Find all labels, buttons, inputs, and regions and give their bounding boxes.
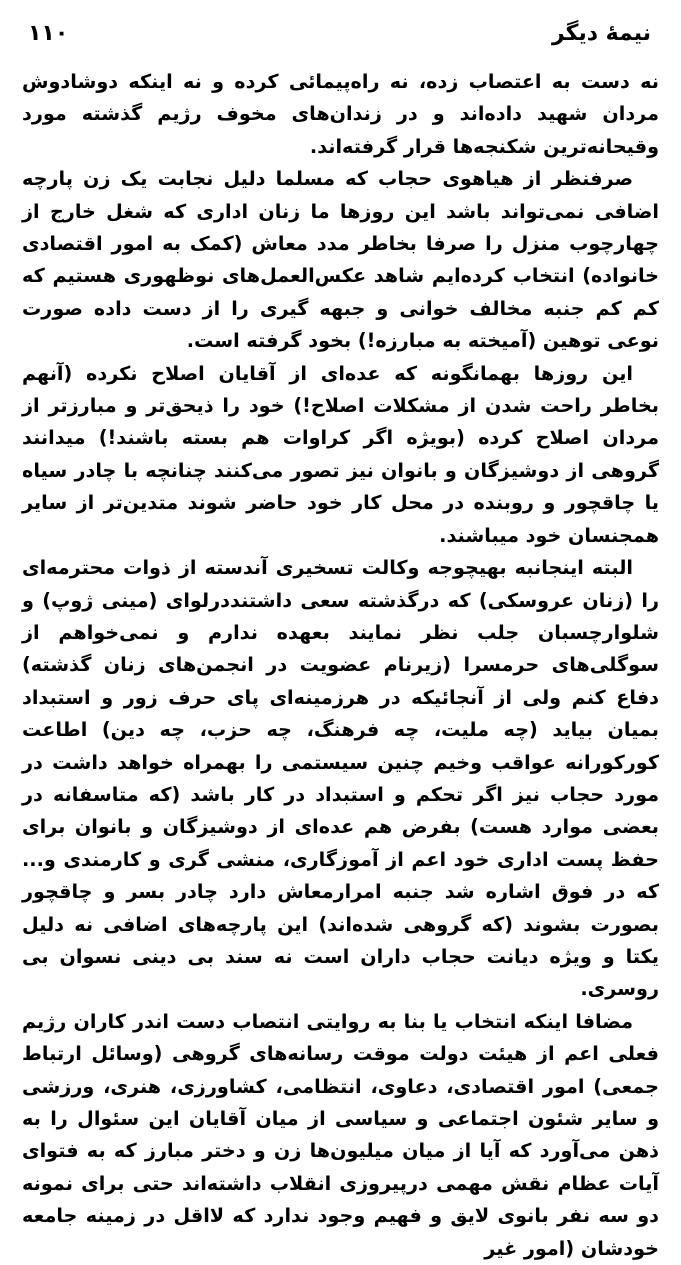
running-title: نیمهٔ دیگر (551, 21, 651, 46)
paragraph-2: صرفنظر از هیاهوی حجاب که مسلما دلیل نجابت یک زن پارچه اضافی نمی‌تواند باشد این روزها ما زنان اداری که شغل خارج از چهارچوب منزل را صرفا بخاطر مدد معاش (کمک به امور اقتصادی خانواده) انتخاب کرده‌ایم شاهد عکس‌العمل‌های نوظهوری هستیم که کم کم جنبه مخالف خوانی و جبهه گیری را از دست داده صورت نوعی توهین (آمیخته به مبارزه!) بخود گرفته است. (22, 167, 659, 353)
paragraph-5: مضافا اینکه انتخاب یا بنا به روایتی انتصاب دست اندر کاران رژیم فعلی اعم از هیئت دولت موقت رسانه‌های گروهی (وسائل ارتباط جمعی) امور اقتصادی، دعاوی، انتظامی، کشاورزی، هنری، ورزشی و سایر شئون اجتماعی و سیاسی از میان آقایان این سئوال را به ذهن می‌آورد که آیا از میان میلیون‌ها زن و دختر مبارز که به فتوای آیات عظام نقش مهمی درپیروزی انقلاب داشته‌اند حتی برای نمونه دو سه نفر بانوی لایق و فهیم وجود ندارد که لااقل در زمینه جامعه خودشان (امور غیر (22, 1009, 659, 1260)
page-header (22, 18, 659, 54)
page-number: ۱۱۰ (28, 21, 69, 46)
body-text (22, 66, 659, 1265)
paragraph-3: این روزها بهمانگونه که عده‌ای از آقایان اصلاح نکرده (آنهم بخاطر راحت شدن از مشکلات اصلاح!) خود را ذیحق‌تر و مبارزتر از مردان اصلاح کرده (بویژه اگر کراوات هم بسته باشند!) میدانند گروهی از دوشیزگان و بانوان نیز تصور می‌کنند چنانچه با چادر سیاه یا چاقچور و روبنده در محل کار خود حاضر شوند متدین‌تر از سایر همجنسان خود میباشند. (22, 361, 659, 547)
paragraph-1: نه دست به اعتصاب زده، نه راه‌پیمائی کرده و نه اینکه دوشادوش مردان شهید داده‌اند و در زندان‌های مخوف رژیم گذشته مورد وقیحانه‌ترین شکنجه‌ها قرار گرفته‌اند. (22, 70, 659, 158)
paragraph-4: البته اینجانبه بهیچوجه وکالت تسخیری آندسته از ذوات محترمه‌ای را (زنان عروسکی) که درگذشته سعی داشتنددرلوای (مینی ژوپ) و شلوارچسبان جلب نظر نمایند بعهده ندارم و نمی‌خواهم از سوگلی‌های حرمسرا (زیرنام عضویت در انجمن‌های زنان گذشته) دفاع کنم ولی از آنجائیکه در هرزمینه‌ای پای حرف زور و استبداد بمیان بیاید (چه ملیت، چه فرهنگ، چه حزب، چه دین) اطاعت کورکورانه عواقب وخیم چنین سیستمی را بهمراه خواهد داشت در مورد حجاب نیز اگر تحکم و استبداد در کار باشد (که متاسفانه در بعضی موارد هست) بفرض هم عده‌ای از دوشیزگان و بانوان برای حفظ پست اداری خود اعم از آموزگاری، منشی گری و کارمندی و... که در فوق اشاره شد جنبه امرارمعاش دارد چادر بسر و چاقچور بصورت بشوند (که گروهی شده‌اند) این پارچه‌های اضافی نه دلیل یکتا و ویژه دیانت حجاب داران است نه سند بی دینی نسوان بی روسری. (22, 556, 659, 1001)
